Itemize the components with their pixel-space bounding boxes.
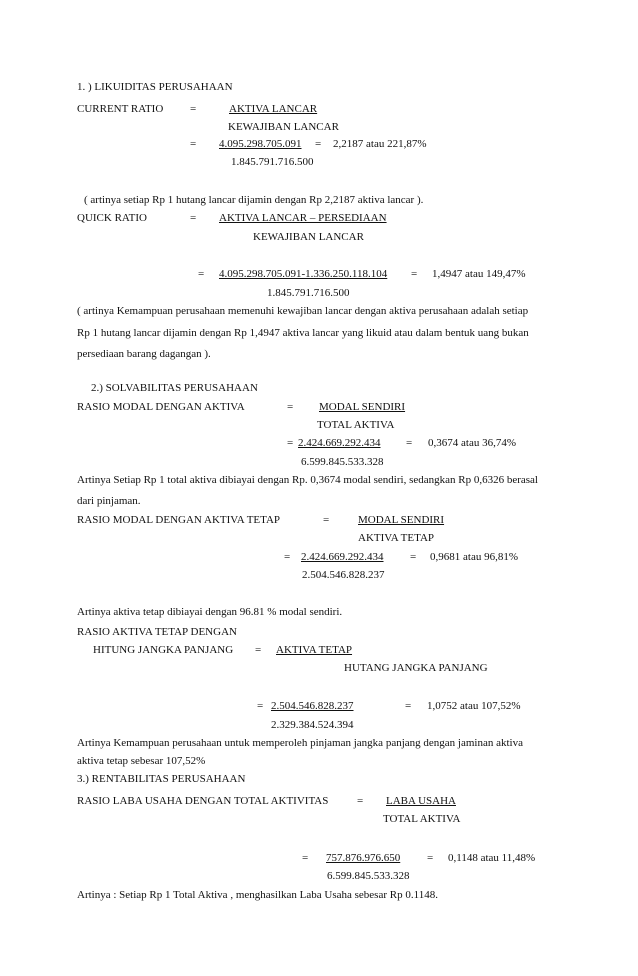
rasio-laba-usaha-label: RASIO LABA USAHA DENGAN TOTAL AKTIVITAS	[77, 795, 329, 807]
quick-ratio-note-line-1: ( artinya Kemampuan perusahaan memenuhi kewajiban lancar dengan aktiva perusahaan adalah setiap	[77, 305, 529, 317]
rasio-laba-usaha-denominator: TOTAL AKTIVA	[383, 813, 461, 825]
rasio-laba-usaha-calc-denominator: 6.599.845.533.328	[327, 870, 410, 882]
quick-ratio-result: 1,4947 atau 149,47%	[432, 268, 526, 280]
quick-ratio-label: QUICK RATIO	[77, 212, 147, 224]
current-ratio-note: ( artinya setiap Rp 1 hutang lancar dijamin dengan Rp 2,2187 aktiva lancar ).	[84, 194, 424, 206]
equals-sign: =	[406, 437, 413, 449]
equals-sign: =	[198, 268, 205, 280]
equals-sign: =	[405, 700, 412, 712]
quick-ratio-denominator: KEWAJIBAN LANCAR	[253, 231, 364, 243]
rasio-aktiva-tetap-note-line-1: Artinya Kemampuan perusahaan untuk memperoleh pinjaman jangka panjang dengan jaminan aktiva	[77, 737, 523, 749]
equals-sign: =	[255, 644, 262, 656]
rasio-modal-aktiva-calc-numerator: 2.424.669.292.434	[298, 437, 381, 449]
equals-sign: =	[287, 437, 294, 449]
quick-ratio-numerator: AKTIVA LANCAR – PERSEDIAAN	[219, 212, 387, 224]
rasio-modal-aktiva-tetap-note: Artinya aktiva tetap dibiayai dengan 96.81 % modal sendiri.	[77, 606, 343, 618]
rasio-modal-aktiva-result: 0,3674 atau 36,74%	[428, 437, 516, 449]
section-heading-solvabilitas: 2.) SOLVABILITAS PERUSAHAAN	[91, 382, 258, 394]
equals-sign: =	[315, 138, 322, 150]
rasio-laba-usaha-result: 0,1148 atau 11,48%	[448, 852, 536, 864]
current-ratio-calc-numerator: 4.095.298.705.091	[219, 138, 302, 150]
equals-sign: =	[287, 401, 294, 413]
section-heading-likuiditas: 1. ) LIKUIDITAS PERUSAHAAN	[77, 81, 233, 93]
rasio-modal-aktiva-denominator: TOTAL AKTIVA	[317, 419, 395, 431]
rasio-aktiva-tetap-calc-numerator: 2.504.546.828.237	[271, 700, 354, 712]
rasio-modal-aktiva-tetap-label: RASIO MODAL DENGAN AKTIVA TETAP	[77, 514, 281, 526]
equals-sign: =	[323, 514, 330, 526]
equals-sign: =	[357, 795, 364, 807]
equals-sign: =	[190, 212, 197, 224]
rasio-laba-usaha-numerator: LABA USAHA	[386, 795, 456, 807]
rasio-aktiva-tetap-calc-denominator: 2.329.384.524.394	[271, 719, 354, 731]
quick-ratio-calc-numerator: 4.095.298.705.091-1.336.250.118.104	[219, 268, 388, 280]
equals-sign: =	[257, 700, 264, 712]
equals-sign: =	[284, 551, 291, 563]
rasio-modal-aktiva-calc-denominator: 6.599.845.533.328	[301, 456, 384, 468]
equals-sign: =	[427, 852, 434, 864]
rasio-modal-aktiva-tetap-denominator: AKTIVA TETAP	[358, 532, 435, 544]
equals-sign: =	[190, 138, 197, 150]
rasio-modal-aktiva-numerator: MODAL SENDIRI	[319, 401, 406, 413]
rasio-aktiva-tetap-label-line-1: RASIO AKTIVA TETAP DENGAN	[77, 626, 237, 638]
rasio-modal-aktiva-label: RASIO MODAL DENGAN AKTIVA	[77, 401, 245, 413]
rasio-modal-aktiva-tetap-calc-denominator: 2.504.546.828.237	[302, 569, 385, 581]
rasio-modal-aktiva-tetap-result: 0,9681 atau 96,81%	[430, 551, 518, 563]
rasio-aktiva-tetap-result: 1,0752 atau 107,52%	[427, 700, 521, 712]
rasio-aktiva-tetap-note-line-2: aktiva tetap sebesar 107,52%	[77, 755, 206, 767]
equals-sign: =	[411, 268, 418, 280]
section-heading-rentabilitas: 3.) RENTABILITAS PERUSAHAAN	[77, 773, 246, 785]
rasio-modal-aktiva-note-line-2: dari pinjaman.	[77, 495, 141, 507]
current-ratio-result: 2,2187 atau 221,87%	[333, 138, 427, 150]
current-ratio-numerator: AKTIVA LANCAR	[229, 103, 318, 115]
rasio-modal-aktiva-tetap-calc-numerator: 2.424.669.292.434	[301, 551, 384, 563]
current-ratio-label: CURRENT RATIO	[77, 103, 164, 115]
quick-ratio-note-line-2: Rp 1 hutang lancar dijamin dengan Rp 1,4947 aktiva lancar yang likuid atau dalam bentuk uang bukan	[77, 327, 529, 339]
current-ratio-calc-denominator: 1.845.791.716.500	[231, 156, 314, 168]
equals-sign: =	[410, 551, 417, 563]
rasio-aktiva-tetap-numerator: AKTIVA TETAP	[276, 644, 353, 656]
current-ratio-denominator: KEWAJIBAN LANCAR	[228, 121, 339, 133]
rasio-laba-usaha-note: Artinya : Setiap Rp 1 Total Aktiva , menghasilkan Laba Usaha sebesar Rp 0.1148.	[77, 889, 438, 901]
rasio-modal-aktiva-note-line-1: Artinya Setiap Rp 1 total aktiva dibiayai dengan Rp. 0,3674 modal sendiri, sedangkan Rp 0,6326 berasal	[77, 474, 538, 486]
rasio-laba-usaha-calc-numerator: 757.876.976.650	[326, 852, 401, 864]
rasio-modal-aktiva-tetap-numerator: MODAL SENDIRI	[358, 514, 445, 526]
equals-sign: =	[190, 103, 197, 115]
rasio-aktiva-tetap-denominator: HUTANG JANGKA PANJANG	[344, 662, 488, 674]
rasio-aktiva-tetap-label-line-2: HITUNG JANGKA PANJANG	[93, 644, 234, 656]
quick-ratio-note-line-3: persediaan barang dagangan ).	[77, 348, 211, 360]
quick-ratio-calc-denominator: 1.845.791.716.500	[267, 287, 350, 299]
equals-sign: =	[302, 852, 309, 864]
